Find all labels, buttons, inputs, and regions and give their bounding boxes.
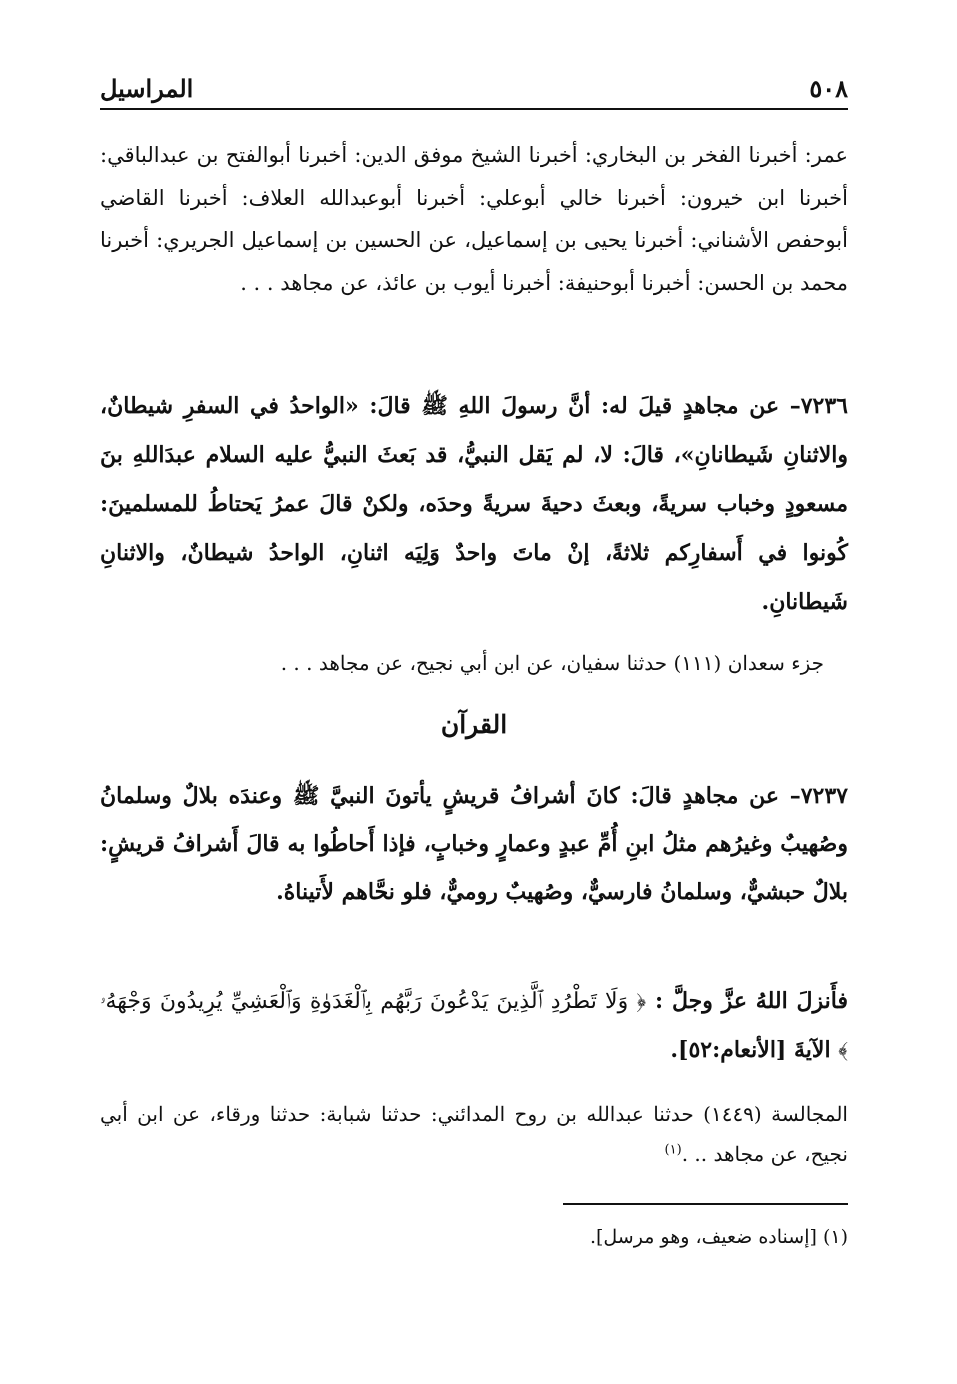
hadith-7236 [100,382,848,627]
page [100,72,848,1248]
isnad-text: عمر: أخبرنا الفخر بن البخاري: أخبرنا الشيخ موفق الدين: أخبرنا أبوالفتح بن عبدالباقي: أخبرنا ابن خيرون: أخبرنا خالي أبوعلي: أخبرنا أبوعبدالله العلاف: أخبرنا القاضي أبوحفص الأشناني: أخبرنا يحيى بن إسماعيل، عن الحسين بن إسماعيل الجريري: أخبرنا محمد بن الحسن: أخبرنا أبوحنيفة: أخبرنا أيوب بن عائذ، عن مجاهد . . . [100,143,848,295]
hadith-text: عن مجاهدٍ قالَ: كانَ أشرافُ قريشٍ يأتونَ النبيَّ ﷺ وعندَه بلالٌ وسلمانُ وصُهيبٌ وغيرُهم مثلُ ابنِ أُمِّ عبدٍ وعمارٍ وخبابٍ، فإذا أَحاطُوا به قالَ أَشرافُ قريشٍ: بلالٌ حبشيٌّ، وسلمانُ فارسيٌّ، وصُهيبٌ روميٌّ، فلو نحَّاهم لأَتيناهُ. [100,783,848,905]
verse-reference: الآيةَ [الأنعام:٥٢]. [670,1037,839,1063]
hadith-7236-source [100,646,848,680]
footnote-divider [563,1203,848,1205]
book-title: المراسيل [100,74,194,103]
header-divider [100,108,848,110]
footnote [590,1222,848,1252]
page-number: ٥٠٨ [809,74,848,103]
isnad-paragraph [100,134,848,304]
hadith-number: ٧٢٣٧– [789,783,848,809]
hadith-7237-source [100,1094,848,1174]
footnote-text: (١) [إسناده ضعيف، وهو مرسل]. [589,1226,848,1248]
footnote-marker: (١) [664,1142,682,1158]
running-header [100,72,848,106]
hadith-text: عن مجاهدٍ قيلَ له: أنَّ رسولَ اللهِ ﷺ قالَ: «الواحدُ في السفرِ شيطانٌ، والاثنانِ شَيطانانِ»، قالَ: لا، لم يَقل النبيُّ، قد بَعثَ النبيُّ عليه السلام عبدَاللهِ بنَ مسعودٍ وخباب سريةً، وبعثَ دحيةَ سريةً وحدَه، ولكنْ قالَ عمرُ يَحتاطُ للمسلمينَ: كُونوا في أَسفارِكم ثلاثةً، إنْ ماتَ واحدٌ وَلِيَه اثنانِ، الواحدُ شيطانٌ، والاثنانِ شَيطانانِ. [100,393,848,615]
revelation-intro: فأَنزلَ اللهُ عزَّ وجلَّ : [646,988,848,1014]
hadith-7237 [100,772,848,916]
source-citation: المجالسة (١٤٤٩) حدثنا عبدالله بن روح المدائني: حدثنا شبابة: حدثنا ورقاء، عن ابن أبي نجيح، عن مجاهد .. . [100,1102,848,1166]
revelation-paragraph [100,977,848,1075]
quran-verse: ﴿ وَلَا تَطْرُدِ ٱلَّذِينَ يَدْعُونَ رَبَّهُم بِٱلْغَدَوٰةِ وَٱلْعَشِيِّ يُرِيدُونَ وَجْهَهُۥ ﴾ [100,989,848,1063]
hadith-number: ٧٢٣٦– [789,393,848,419]
source-citation: جزء سعدان (١١١) حدثنا سفيان، عن ابن أبي نجيح، عن مجاهد . . . [280,651,824,675]
section-heading: القرآن [440,710,508,739]
